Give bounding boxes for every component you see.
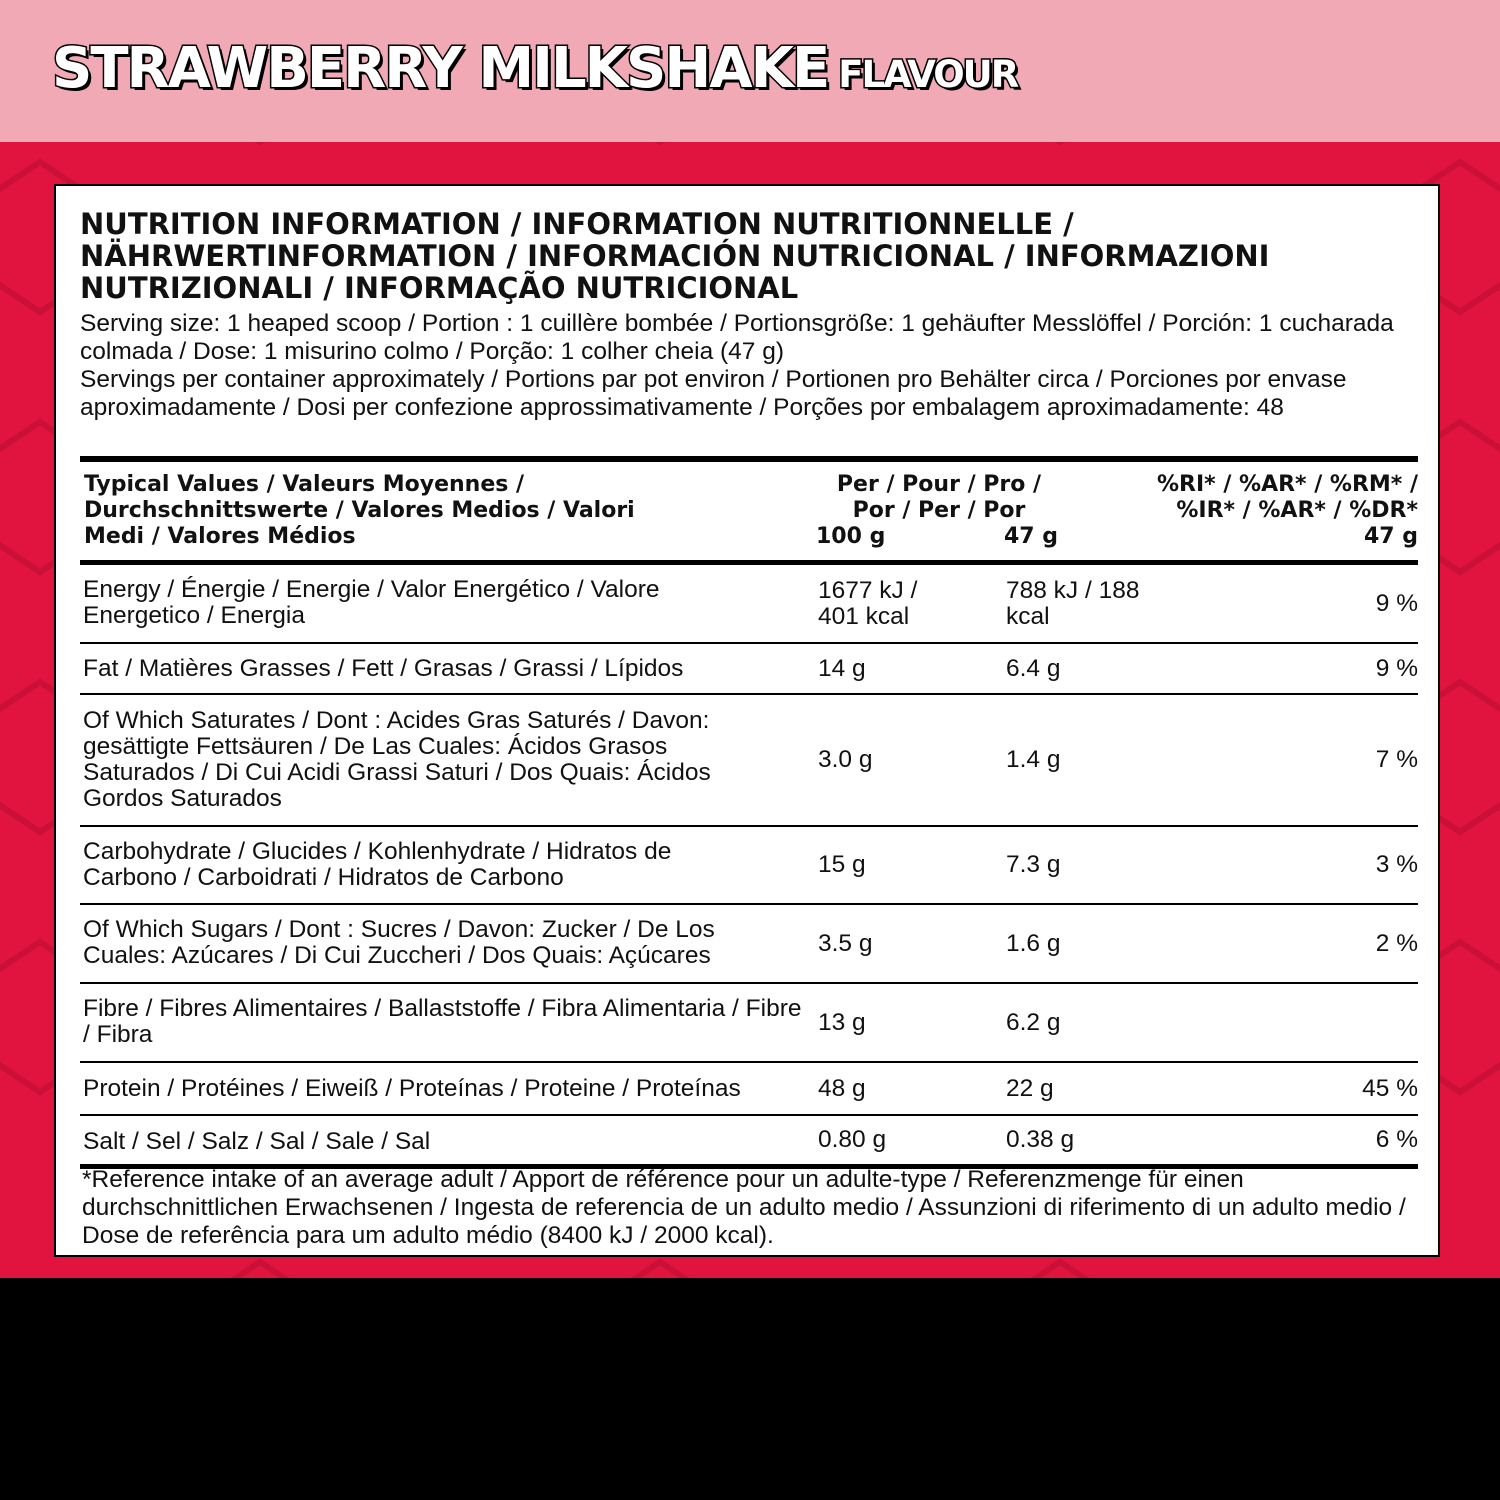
table-row: [80, 905, 1418, 984]
serving-info: [80, 310, 1420, 422]
bottom-black-band: [0, 1278, 1500, 1500]
table-row: [80, 1063, 1418, 1116]
value-per-serving: 6.2 g: [1006, 1008, 1061, 1036]
nutrient-name: Fibre / Fibres Alimentaires / Ballaststoffe / Fibra Alimentaria / Fibre / Fibra: [83, 995, 802, 1048]
header-per-100g: 100 g: [816, 524, 886, 549]
reference-intake-footnote: *Reference intake of an average adult / Apport de référence pour un adulte-type / Referenzmenge für einen durchschnittlichen Erwachsenen / Ingesta de referencia de un adulto medio / Assunzioni di riferimento di un adulto medio / Dose de referência para um adulto médio (8400 kJ / 2000 kcal).: [82, 1166, 1406, 1249]
value-ri: 7 %: [1375, 746, 1418, 773]
header-per-serving: 47 g: [1004, 524, 1059, 549]
servings-per-container: Servings per container approximately / Portions par pot environ / Portionen pro Behälter circa / Porciones por envase aproximadamente / Dosi per confezione approssimativamente / Porções por embalagem aproximadamente: 48: [80, 366, 1347, 421]
value-per-100g: 15 g: [818, 851, 866, 878]
nutrient-name: Salt / Sel / Salz / Sal / Sale / Sal: [83, 1128, 431, 1155]
value-per-100g: 14 g: [818, 654, 866, 682]
value-ri: 45 %: [1362, 1074, 1418, 1102]
value-ri: 6 %: [1375, 1126, 1418, 1153]
value-per-100g: 0.80 g: [818, 1126, 887, 1153]
value-per-100g: 3.0 g: [818, 746, 873, 773]
table-row: [80, 1116, 1418, 1169]
value-ri: 9 %: [1375, 654, 1418, 682]
table-row: [80, 984, 1418, 1063]
nutrient-name: Energy / Énergie / Energie / Valor Energético / Valore Energetico / Energia: [83, 576, 660, 629]
flavour-name: STRAWBERRY MILKSHAKE: [52, 36, 829, 101]
value-ri: 3 %: [1375, 851, 1418, 878]
nutrition-panel: [54, 184, 1440, 1257]
table-row: [80, 827, 1418, 905]
nutrition-heading: NUTRITION INFORMATION / INFORMATION NUTRITIONNELLE / NÄHRWERTINFORMATION / INFORMACIÓN NUTRICIONAL / INFORMAZIONI NUTRIZIONALI / INFORMAÇÃO NUTRICIONAL: [80, 207, 1270, 305]
serving-size: Serving size: 1 heaped scoop / Portion : 1 cuillère bombée / Portionsgröße: 1 gehäufter Messlöffel / Porción: 1 cucharada colmada / Dose: 1 misurino colmo / Porção: 1 colher cheia (47 g): [80, 310, 1394, 365]
value-per-100g: 3.5 g: [818, 929, 873, 957]
value-per-100g: 1677 kJ / 401 kcal: [818, 576, 918, 630]
nutrient-name: Fat / Matières Grasses / Fett / Grasas / Grassi / Lípidos: [83, 655, 684, 682]
value-per-serving: 22 g: [1006, 1074, 1054, 1102]
flavour-title: [52, 36, 1017, 101]
value-ri: 9 %: [1375, 589, 1418, 617]
header-ri-serving: 47 g: [1363, 524, 1418, 549]
table-row: [80, 565, 1418, 644]
table-header: [80, 462, 1418, 565]
nutrient-name: Protein / Protéines / Eiweiß / Proteínas / Proteine / Proteínas: [83, 1075, 741, 1102]
flavour-suffix: FLAVOUR: [838, 53, 1018, 96]
value-per-serving: 6.4 g: [1006, 654, 1061, 682]
value-per-serving: 7.3 g: [1006, 851, 1061, 878]
nutrient-name: Of Which Sugars / Dont : Sucres / Davon: Zucker / De Los Cuales: Azúcares / Di Cui Zuccheri / Dos Quais: Açúcares: [83, 916, 715, 969]
header-per: Per / Pour / Pro / Por / Per / Por: [836, 472, 1042, 523]
table-row: [80, 644, 1418, 695]
flavour-banner: [0, 0, 1500, 142]
value-per-100g: 48 g: [818, 1074, 866, 1102]
nutrient-name: Carbohydrate / Glucides / Kohlenhydrate / Hidratos de Carbono / Carboidrati / Hidratos de Carbono: [83, 838, 672, 891]
value-ri: 2 %: [1375, 929, 1418, 957]
value-per-serving: 0.38 g: [1006, 1126, 1075, 1153]
table-row: [80, 695, 1418, 827]
value-per-serving: 1.4 g: [1006, 746, 1061, 773]
header-typical-values: Typical Values / Valeurs Moyennes / Durchschnittswerte / Valores Medios / Valori Medi / Valores Médios: [84, 472, 635, 549]
value-per-serving: 1.6 g: [1006, 929, 1061, 957]
header-ri: [1118, 472, 1418, 550]
nutrition-table: [80, 456, 1418, 1169]
value-per-serving: 788 kJ / 188 kcal: [1006, 576, 1140, 630]
nutrient-name: Of Which Saturates / Dont : Acides Gras Saturés / Davon: gesättigte Fettsäuren / De Las Cuales: Ácidos Grasos Saturados / Di Cui Acidi Grassi Saturi / Dos Quais: Ácidos Gordos Saturados: [83, 707, 711, 812]
header-ri-label: %RI* / %AR* / %RM* / %IR* / %AR* / %DR*: [1157, 472, 1418, 523]
value-per-100g: 13 g: [818, 1008, 866, 1036]
